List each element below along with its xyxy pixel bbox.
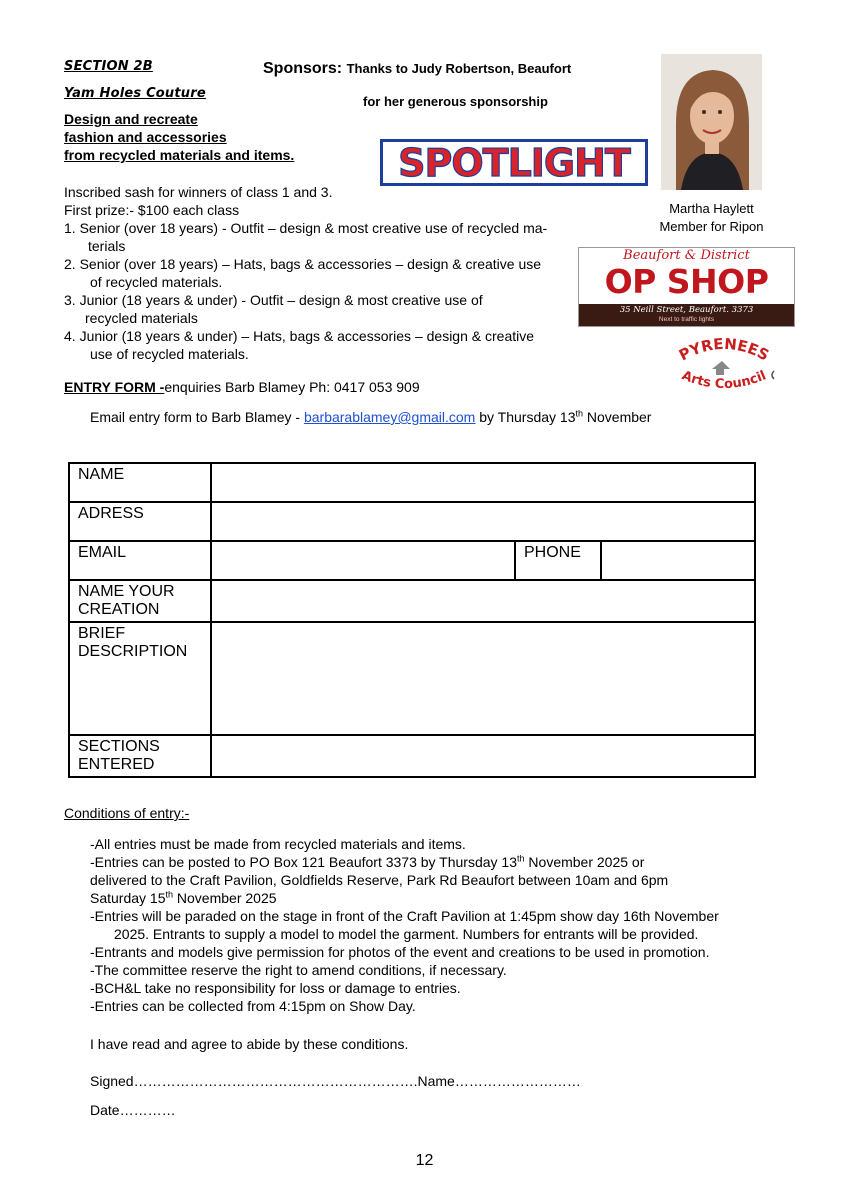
class-line: 4. Junior (18 years & under) – Hats, bags & accessories – design & creative — [64, 328, 535, 344]
entry-form-line — [64, 378, 420, 396]
pyrenees-logo — [668, 335, 780, 397]
email-link[interactable]: barbarablamey@gmail.com — [303, 409, 476, 425]
portrait-image — [661, 54, 762, 190]
table-row — [69, 541, 755, 580]
condition-item: 2025. Entrants to supply a model to model the garment. Numbers for entrants will be provided. — [114, 926, 699, 942]
class-item — [64, 219, 584, 255]
class-line-cont: use of recycled materials. — [90, 346, 249, 362]
condition-item: -The committee reserve the right to amend conditions, if necessary. — [90, 962, 507, 978]
entry-form-heading: ENTRY FORM - — [64, 379, 165, 395]
prizes-block — [64, 183, 584, 363]
signed-line[interactable]: Signed…………………………………………………….Name……………………… — [90, 1073, 581, 1089]
email-line — [90, 408, 651, 426]
address-field[interactable] — [211, 502, 755, 541]
opshop-top-text: Beaufort & District — [623, 248, 750, 263]
section-tagline — [64, 110, 294, 164]
svg-text:Arts Council — [680, 368, 769, 392]
class-line-cont: of recycled materials. — [90, 274, 223, 290]
condition-item — [90, 853, 790, 871]
sponsors-generous: for her generous sponsorship — [363, 94, 548, 109]
condition-text: -Entries can be posted to PO Box 121 Beaufort 3373 by Thursday 13 — [90, 854, 518, 870]
phone-label: PHONE — [515, 541, 601, 580]
martha-caption — [640, 200, 783, 236]
sponsors-thanks: Thanks to Judy Robertson, Beaufort — [346, 61, 572, 76]
prize-sash: Inscribed sash for winners of class 1 and 3. — [64, 184, 333, 200]
opshop-sub: Next to traffic lights — [658, 316, 715, 323]
class-line-cont: recycled materials — [85, 310, 198, 326]
sponsors-line — [263, 60, 571, 78]
opshop-address-band — [579, 304, 794, 326]
svg-text:PYRENEES — [676, 335, 772, 364]
class-item — [64, 291, 584, 327]
email-sup: th — [575, 408, 583, 419]
opshop-logo — [578, 247, 795, 327]
martha-name: Martha Haylett — [669, 201, 754, 216]
class-line: 2. Senior (over 18 years) – Hats, bags & accessories – design & creative use — [64, 256, 542, 272]
creation-field[interactable] — [211, 580, 755, 622]
table-row — [69, 580, 755, 622]
class-item — [64, 255, 584, 291]
spotlight-logo-graphic — [380, 139, 648, 186]
conditions-heading: Conditions of entry:- — [64, 805, 190, 821]
condition-item: -All entries must be made from recycled materials and items. — [90, 836, 466, 852]
email-suffix: by Thursday 13 — [475, 409, 576, 425]
table-row — [69, 735, 755, 777]
condition-item: delivered to the Craft Pavilion, Goldfields Reserve, Park Rd Beaufort between 10am and 6pm — [90, 872, 669, 888]
prize-first: First prize:- $100 each class — [64, 202, 240, 218]
table-row — [69, 502, 755, 541]
conditions-list — [90, 835, 790, 1015]
agree-statement: I have read and agree to abide by these conditions. — [90, 1036, 409, 1052]
pyrenees-logo-graphic — [668, 335, 780, 397]
entry-form-enquiries: enquiries Barb Blamey Ph: 0417 053 909 — [164, 379, 420, 395]
address-label: ADRESS — [69, 502, 211, 541]
entry-form-table — [68, 462, 756, 778]
email-end: November — [583, 409, 652, 425]
email-label: EMAIL — [69, 541, 211, 580]
date-line[interactable]: Date………… — [90, 1102, 176, 1118]
tagline-line: fashion and accessories — [64, 129, 227, 145]
section-name: Yam Holes Couture — [64, 86, 206, 101]
tagline-line: Design and recreate — [64, 111, 198, 127]
description-label: BRIEF DESCRIPTION — [69, 622, 211, 735]
sections-field[interactable] — [211, 735, 755, 777]
table-row — [69, 622, 755, 735]
martha-photo — [661, 54, 762, 190]
sections-label: SECTIONS ENTERED — [69, 735, 211, 777]
email-field[interactable] — [211, 541, 515, 580]
condition-item: -Entries will be paraded on the stage in front of the Craft Pavilion at 1:45pm show day 16th November — [90, 908, 719, 924]
class-item — [64, 327, 584, 363]
email-prefix: Email entry form to Barb Blamey - — [90, 409, 304, 425]
opshop-address: 35 Neill Street, Beaufort. 3373 — [619, 305, 754, 315]
condition-item: -BCH&L take no responsibility for loss or damage to entries. — [90, 980, 461, 996]
spotlight-logo — [380, 139, 648, 186]
description-field[interactable] — [211, 622, 755, 735]
martha-role: Member for Ripon — [659, 219, 764, 234]
condition-item — [90, 889, 790, 907]
sponsors-label: Sponsors: — [263, 60, 343, 77]
pyrenees-top-text: PYRENEES — [675, 335, 773, 365]
condition-text: Saturday 15 — [90, 890, 166, 906]
spotlight-logo-text: SPOTLIGHT — [398, 141, 630, 185]
condition-item: -Entrants and models give permission for photos of the event and creations to be used in promotion. — [90, 944, 710, 960]
name-field[interactable] — [211, 463, 755, 502]
pyrenees-bottom-text: Arts Council — [679, 368, 769, 393]
phone-field[interactable] — [601, 541, 755, 580]
class-line: 1. Senior (over 18 years) - Outfit – design & most creative use of recycled ma- — [64, 220, 548, 236]
condition-sup: th — [517, 853, 525, 864]
name-label: NAME — [69, 463, 211, 502]
tagline-line: from recycled materials and items. — [64, 147, 295, 163]
section-code: SECTION 2B — [64, 59, 153, 74]
class-line-cont: terials — [88, 238, 126, 254]
condition-text: November 2025 — [173, 890, 277, 906]
condition-text: November 2025 or — [524, 854, 645, 870]
condition-item: -Entries can be collected from 4:15pm on Show Day. — [90, 998, 416, 1014]
creation-label: NAME YOUR CREATION — [69, 580, 211, 622]
opshop-main-text: OP SHOP — [604, 262, 769, 301]
condition-sup: th — [165, 889, 174, 900]
page-number: 12 — [415, 1152, 434, 1169]
class-line: 3. Junior (18 years & under) - Outfit – design & most creative use of — [64, 292, 483, 308]
table-row — [69, 463, 755, 502]
